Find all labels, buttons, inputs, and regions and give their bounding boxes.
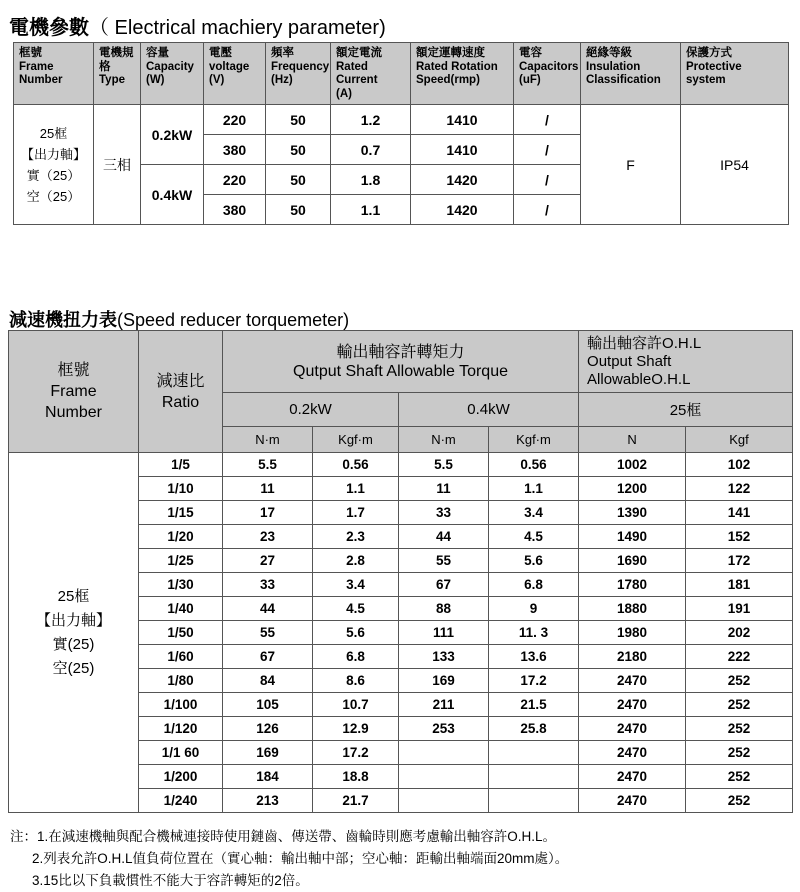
reducer-n: 2180 <box>579 645 686 669</box>
header-rated-current <box>331 43 411 105</box>
reducer-nm-02: 67 <box>223 645 313 669</box>
reducer-n: 2470 <box>579 789 686 813</box>
reducer-kgfm-02: 1.7 <box>313 501 399 525</box>
header-rated-current-en3: (A) <box>336 87 352 100</box>
reducer-n: 2470 <box>579 765 686 789</box>
header-insulation-en2: Classification <box>586 74 661 86</box>
reducer-nm-02: 33 <box>223 573 313 597</box>
reducer-kgfm-02: 18.8 <box>313 765 399 789</box>
header-capacity-en1: Capacity <box>146 60 194 73</box>
reducer-kgf: 252 <box>686 693 793 717</box>
header-capacitors-en2: (uF) <box>519 74 541 86</box>
motor-frame-label-line2: 【出力軸】 <box>20 146 86 162</box>
reducer-nm-02: 17 <box>223 501 313 525</box>
reducer-kgfm-04: 4.5 <box>489 525 579 549</box>
reducer-kgfm-02: 5.6 <box>313 621 399 645</box>
header-frame-number-cjk: 框號 <box>19 47 42 59</box>
header-insulation-cjk: 絕緣等級 <box>586 47 632 59</box>
reducer-kgfm-02: 6.8 <box>313 645 399 669</box>
motor-table-header-row <box>14 43 789 105</box>
reducer-kgf: 252 <box>686 717 793 741</box>
reducer-nm-04: 169 <box>399 669 489 693</box>
motor-voltage-2: 380 <box>204 135 266 165</box>
reducer-header-frame-en2: Number <box>45 404 102 421</box>
footnote-line-2: 2.列表允許O.H.L值負荷位置在（實心軸：輸出軸中部；空心軸：距輸出軸端面20mm處）。 <box>32 851 569 866</box>
reducer-subheader-02kw: 0.2kW <box>223 393 399 427</box>
reducer-nm-02: 184 <box>223 765 313 789</box>
reducer-header-ohl <box>579 331 793 393</box>
reducer-kgf: 252 <box>686 669 793 693</box>
reducer-header-torque <box>223 331 579 393</box>
motor-capacitor-1: / <box>514 105 581 135</box>
header-frame-number-en1: Frame <box>19 60 54 73</box>
reducer-ratio: 1/30 <box>139 573 223 597</box>
reducer-nm-02: 11 <box>223 477 313 501</box>
reducer-header-ohl-en1: Output Shaft <box>587 352 672 370</box>
reducer-ratio: 1/5 <box>139 453 223 477</box>
reducer-section-title <box>9 306 349 332</box>
motor-current-2: 0.7 <box>331 135 411 165</box>
header-rated-current-cjk: 額定電流 <box>336 47 382 59</box>
reducer-kgfm-02: 10.7 <box>313 693 399 717</box>
reducer-kgfm-04: 9 <box>489 597 579 621</box>
motor-speed-2: 1410 <box>411 135 514 165</box>
header-rated-speed-en2: Speed(rmp) <box>416 74 480 86</box>
motor-current-3: 1.8 <box>331 165 411 195</box>
reducer-kgf: 252 <box>686 789 793 813</box>
reducer-nm-04: 253 <box>399 717 489 741</box>
reducer-kgfm-04: 25.8 <box>489 717 579 741</box>
reducer-kgf: 252 <box>686 765 793 789</box>
reducer-unit-nm-04: N·m <box>399 427 489 453</box>
motor-section-title-cjk: 電機參數 <box>9 17 89 39</box>
header-frame-number-en2: Number <box>19 74 63 86</box>
header-capacity-cjk: 容量 <box>146 47 169 59</box>
reducer-ratio: 1/40 <box>139 597 223 621</box>
header-rated-speed-en1: Rated Rotation <box>416 60 498 73</box>
header-frequency-en2: (Hz) <box>271 74 293 86</box>
reducer-ratio: 1/15 <box>139 501 223 525</box>
motor-frequency-3: 50 <box>266 165 331 195</box>
motor-current-4: 1.1 <box>331 195 411 225</box>
reducer-unit-kgfm-02: Kgf·m <box>313 427 399 453</box>
reducer-n: 1980 <box>579 621 686 645</box>
motor-section-title <box>9 11 386 40</box>
reducer-nm-02: 105 <box>223 693 313 717</box>
reducer-ratio: 1/60 <box>139 645 223 669</box>
motor-frequency-1: 50 <box>266 105 331 135</box>
footnote-line-1: 注：1.在減速機軸與配合機械連接時使用鏈齒、傳送帶、齒輪時則應考慮輸出軸容許O.H.L。 <box>10 829 557 844</box>
motor-capacitor-3: / <box>514 165 581 195</box>
reducer-kgf: 152 <box>686 525 793 549</box>
reducer-kgfm-02: 0.56 <box>313 453 399 477</box>
motor-capacity-group-1: 0.2kW <box>141 105 204 165</box>
reducer-kgf: 202 <box>686 621 793 645</box>
reducer-kgfm-04: 13.6 <box>489 645 579 669</box>
reducer-header-ratio <box>139 331 223 453</box>
reducer-nm-04 <box>399 789 489 813</box>
header-protection-en2: system <box>686 74 726 86</box>
header-rated-current-en2: Current <box>336 74 378 86</box>
reducer-kgfm-04: 21.5 <box>489 693 579 717</box>
reducer-kgfm-04: 3.4 <box>489 501 579 525</box>
reducer-kgfm-02: 1.1 <box>313 477 399 501</box>
reducer-n: 1490 <box>579 525 686 549</box>
reducer-kgf: 122 <box>686 477 793 501</box>
motor-voltage-4: 380 <box>204 195 266 225</box>
reducer-kgfm-04 <box>489 789 579 813</box>
reducer-n: 2470 <box>579 717 686 741</box>
reducer-nm-04 <box>399 741 489 765</box>
reducer-nm-04: 133 <box>399 645 489 669</box>
motor-capacitor-4: / <box>514 195 581 225</box>
reducer-nm-02: 44 <box>223 597 313 621</box>
reducer-kgfm-02: 17.2 <box>313 741 399 765</box>
reducer-nm-02: 213 <box>223 789 313 813</box>
reducer-nm-04 <box>399 765 489 789</box>
reducer-kgfm-02: 4.5 <box>313 597 399 621</box>
reducer-nm-04: 55 <box>399 549 489 573</box>
reducer-header-row-1 <box>9 331 793 393</box>
reducer-nm-02: 126 <box>223 717 313 741</box>
reducer-ratio: 1/50 <box>139 621 223 645</box>
reducer-ratio: 1/20 <box>139 525 223 549</box>
table-row <box>9 453 793 477</box>
header-rated-speed-cjk: 額定運轉速度 <box>416 47 485 59</box>
reducer-frame-label-line4: 空(25) <box>52 659 95 677</box>
header-frequency-cjk: 頻率 <box>271 47 294 59</box>
reducer-ratio: 1/200 <box>139 765 223 789</box>
reducer-header-torque-en: Qutput Shaft Allowable Torque <box>293 362 508 380</box>
reducer-n: 1780 <box>579 573 686 597</box>
reducer-ratio: 1/120 <box>139 717 223 741</box>
reducer-torque-table <box>8 330 793 813</box>
reducer-header-ratio-en1: Ratio <box>161 393 200 411</box>
reducer-header-frame-cjk: 框號 <box>57 362 90 379</box>
reducer-nm-04: 111 <box>399 621 489 645</box>
reducer-section-title-cjk: 減速機扭力表 <box>9 310 117 330</box>
reducer-kgfm-02: 3.4 <box>313 573 399 597</box>
reducer-nm-02: 23 <box>223 525 313 549</box>
reducer-unit-n: N <box>579 427 686 453</box>
reducer-ratio: 1/25 <box>139 549 223 573</box>
reducer-frame-label <box>9 453 139 813</box>
reducer-kgf: 102 <box>686 453 793 477</box>
reducer-kgfm-04: 1.1 <box>489 477 579 501</box>
motor-parameter-table <box>13 42 789 225</box>
reducer-header-torque-cjk: 輸出軸容許轉矩力 <box>336 343 465 361</box>
motor-speed-1: 1410 <box>411 105 514 135</box>
reducer-nm-04: 44 <box>399 525 489 549</box>
motor-insulation-value: F <box>581 105 681 225</box>
motor-frame-label <box>14 105 94 225</box>
reducer-kgf: 191 <box>686 597 793 621</box>
header-voltage <box>204 43 266 105</box>
header-protection <box>681 43 789 105</box>
reducer-nm-02: 27 <box>223 549 313 573</box>
header-voltage-en1: voltage <box>209 60 250 73</box>
reducer-n: 1690 <box>579 549 686 573</box>
motor-voltage-3: 220 <box>204 165 266 195</box>
reducer-frame-label-line2: 【出力軸】 <box>35 611 111 629</box>
header-frequency <box>266 43 331 105</box>
header-insulation <box>581 43 681 105</box>
motor-section-title-en: （ Electrical machiery parameter) <box>89 17 386 39</box>
reducer-ratio: 1/10 <box>139 477 223 501</box>
reducer-kgfm-02: 8.6 <box>313 669 399 693</box>
header-insulation-en1: Insulation <box>586 60 641 73</box>
header-voltage-cjk: 電壓 <box>209 47 232 59</box>
reducer-kgfm-04: 17.2 <box>489 669 579 693</box>
reducer-n: 1200 <box>579 477 686 501</box>
header-type-cjk: 電機規格 <box>99 47 134 73</box>
reducer-header-frame <box>9 331 139 453</box>
reducer-kgfm-04: 6.8 <box>489 573 579 597</box>
header-capacitors <box>514 43 581 105</box>
reducer-section-title-en: (Speed reducer torquemeter) <box>117 310 350 330</box>
reducer-nm-04: 5.5 <box>399 453 489 477</box>
reducer-kgfm-04: 11. 3 <box>489 621 579 645</box>
reducer-header-frame-en1: Frame <box>50 383 97 400</box>
reducer-n: 2470 <box>579 693 686 717</box>
reducer-nm-02: 55 <box>223 621 313 645</box>
reducer-n: 2470 <box>579 741 686 765</box>
motor-speed-4: 1420 <box>411 195 514 225</box>
reducer-kgf: 181 <box>686 573 793 597</box>
reducer-nm-02: 84 <box>223 669 313 693</box>
reducer-header-ohl-en2: AllowableO.H.L <box>587 370 691 388</box>
header-protection-en1: Protective <box>686 60 742 73</box>
header-type-en1: Type <box>99 74 125 86</box>
motor-current-1: 1.2 <box>331 105 411 135</box>
reducer-unit-kgfm-04: Kgf·m <box>489 427 579 453</box>
reducer-kgfm-04 <box>489 765 579 789</box>
reducer-kgf: 252 <box>686 741 793 765</box>
motor-frame-label-line3: 實（25） <box>26 167 81 183</box>
header-capacitors-en1: Capacitors <box>519 60 579 73</box>
reducer-unit-nm-02: N·m <box>223 427 313 453</box>
reducer-kgfm-04: 0.56 <box>489 453 579 477</box>
header-rated-current-en1: Rated <box>336 60 368 73</box>
reducer-nm-04: 67 <box>399 573 489 597</box>
reducer-kgf: 222 <box>686 645 793 669</box>
motor-speed-3: 1420 <box>411 165 514 195</box>
reducer-subheader-04kw: 0.4kW <box>399 393 579 427</box>
reducer-kgfm-02: 12.9 <box>313 717 399 741</box>
motor-frame-label-line1: 25框 <box>39 125 68 141</box>
reducer-unit-kgf: Kgf <box>686 427 793 453</box>
header-capacity <box>141 43 204 105</box>
reducer-frame-label-line1: 25框 <box>57 587 90 605</box>
reducer-kgf: 141 <box>686 501 793 525</box>
reducer-n: 2470 <box>579 669 686 693</box>
motor-capacitor-2: / <box>514 135 581 165</box>
reducer-nm-02: 5.5 <box>223 453 313 477</box>
motor-frequency-2: 50 <box>266 135 331 165</box>
motor-capacity-group-2: 0.4kW <box>141 165 204 225</box>
reducer-n: 1002 <box>579 453 686 477</box>
header-frequency-en1: Frequency <box>271 60 330 73</box>
motor-voltage-1: 220 <box>204 105 266 135</box>
footnote-line-3: 3.15比以下負載慣性不能大于容許轉矩的2倍。 <box>32 873 309 888</box>
reducer-ratio: 1/80 <box>139 669 223 693</box>
reducer-kgfm-02: 21.7 <box>313 789 399 813</box>
reducer-nm-04: 211 <box>399 693 489 717</box>
header-voltage-en2: (V) <box>209 74 225 86</box>
reducer-kgf: 172 <box>686 549 793 573</box>
header-capacitors-cjk: 電容 <box>519 47 542 59</box>
reducer-ratio: 1/1 60 <box>139 741 223 765</box>
reducer-nm-02: 169 <box>223 741 313 765</box>
reducer-header-ohl-cjk: 輸出軸容許O.H.L <box>587 334 702 352</box>
reducer-nm-04: 88 <box>399 597 489 621</box>
reducer-ratio: 1/100 <box>139 693 223 717</box>
motor-protection-value: IP54 <box>681 105 789 225</box>
header-type <box>94 43 141 105</box>
header-rated-speed <box>411 43 514 105</box>
footnotes <box>10 826 800 892</box>
reducer-ratio: 1/240 <box>139 789 223 813</box>
motor-frame-label-line4: 空（25） <box>26 188 81 204</box>
reducer-kgfm-04: 5.6 <box>489 549 579 573</box>
reducer-kgfm-02: 2.8 <box>313 549 399 573</box>
reducer-kgfm-04 <box>489 741 579 765</box>
reducer-n: 1880 <box>579 597 686 621</box>
reducer-nm-04: 11 <box>399 477 489 501</box>
header-capacity-en2: (W) <box>146 74 165 86</box>
reducer-n: 1390 <box>579 501 686 525</box>
motor-type-value: 三相 <box>94 105 141 225</box>
reducer-header-ratio-cjk: 減速比 <box>156 372 205 390</box>
table-row <box>14 105 789 135</box>
header-protection-cjk: 保護方式 <box>686 47 732 59</box>
header-frame-number <box>14 43 94 105</box>
reducer-subheader-frame25: 25框 <box>579 393 793 427</box>
reducer-kgfm-02: 2.3 <box>313 525 399 549</box>
reducer-frame-label-line3: 實(25) <box>52 635 95 653</box>
reducer-nm-04: 33 <box>399 501 489 525</box>
motor-frequency-4: 50 <box>266 195 331 225</box>
